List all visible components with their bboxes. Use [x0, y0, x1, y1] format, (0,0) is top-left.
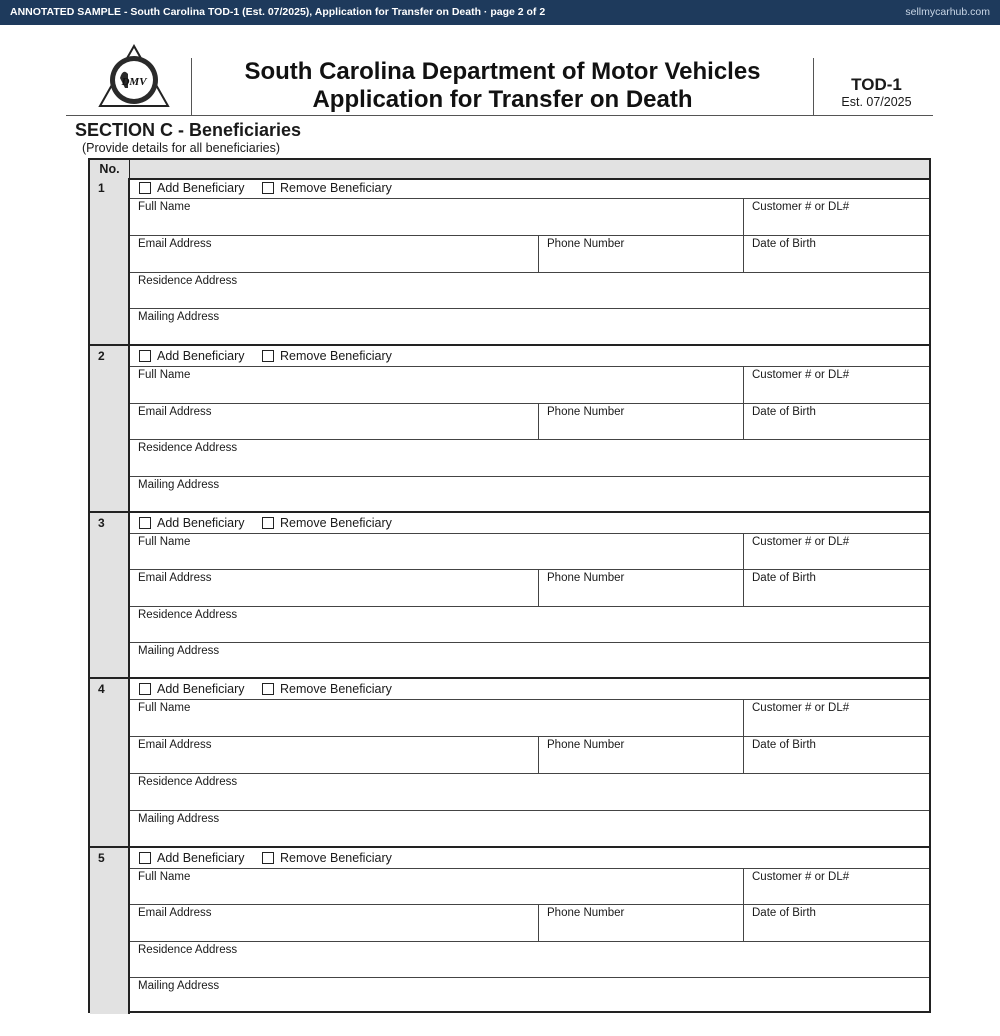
beneficiary-number: 2	[98, 349, 105, 363]
beneficiary-block	[90, 178, 929, 346]
beneficiary-number-cell	[90, 178, 130, 344]
email-label: Email Address	[138, 237, 212, 250]
full-name-field[interactable]	[130, 700, 743, 736]
dob-field[interactable]	[743, 570, 929, 605]
customer-dl-label: Customer # or DL#	[752, 369, 850, 381]
mailing-row	[130, 643, 929, 679]
customer-dl-field[interactable]	[743, 534, 929, 569]
remove-beneficiary-label: Remove Beneficiary	[280, 349, 392, 363]
dob-label: Date of Birth	[752, 237, 816, 250]
contact-row	[130, 737, 929, 774]
residence-address-label: Residence Address	[138, 776, 238, 788]
remove-beneficiary-label: Remove Beneficiary	[280, 682, 392, 696]
residence-row	[130, 942, 929, 978]
customer-dl-label: Customer # or DL#	[752, 702, 850, 714]
checkbox-box[interactable]	[262, 517, 274, 529]
add-beneficiary-label: Add Beneficiary	[157, 516, 245, 530]
mailing-address-label: Mailing Address	[138, 644, 220, 657]
dob-label: Date of Birth	[752, 739, 816, 751]
email-label: Email Address	[138, 739, 212, 751]
mailing-address-label: Mailing Address	[138, 478, 220, 491]
mailing-row	[130, 811, 929, 848]
remove-beneficiary-label: Remove Beneficiary	[280, 851, 392, 865]
checkbox-box[interactable]	[262, 182, 274, 194]
dob-field[interactable]	[743, 737, 929, 773]
mailing-address-label: Mailing Address	[138, 311, 220, 324]
add-beneficiary-label: Add Beneficiary	[157, 851, 245, 865]
email-field[interactable]	[130, 404, 538, 440]
residence-address-field[interactable]	[130, 440, 929, 476]
customer-dl-label: Customer # or DL#	[752, 871, 850, 883]
checkbox-box[interactable]	[139, 517, 151, 529]
header-divider	[813, 58, 814, 115]
mailing-row	[130, 309, 929, 346]
phone-label: Phone Number	[547, 907, 625, 920]
residence-row	[130, 273, 929, 310]
beneficiary-block	[90, 848, 929, 1014]
contact-row	[130, 404, 929, 441]
full-name-field[interactable]	[130, 534, 743, 569]
mailing-address-field[interactable]	[130, 477, 929, 514]
full-name-label: Full Name	[138, 201, 191, 213]
residence-address-field[interactable]	[130, 273, 929, 309]
email-label: Email Address	[138, 572, 212, 585]
checkbox-box[interactable]	[262, 683, 274, 695]
add-beneficiary-checkbox[interactable]	[139, 181, 245, 195]
contact-row	[130, 570, 929, 606]
phone-field[interactable]	[538, 905, 743, 940]
email-field[interactable]	[130, 236, 538, 272]
customer-dl-field[interactable]	[743, 367, 929, 403]
residence-address-label: Residence Address	[138, 274, 238, 287]
name-row	[130, 534, 929, 570]
full-name-field[interactable]	[130, 199, 743, 235]
section-subtitle: (Provide details for all beneficiaries)	[82, 141, 281, 155]
mailing-address-field[interactable]	[130, 643, 929, 679]
residence-address-field[interactable]	[130, 942, 929, 977]
beneficiary-block	[90, 346, 929, 513]
agency-title: South Carolina Department of Motor Vehicles	[244, 58, 761, 85]
section-title: SECTION C - Beneficiaries	[75, 120, 302, 140]
column-header-no: No.	[90, 160, 130, 178]
mailing-row	[130, 978, 929, 1014]
beneficiary-number-cell	[90, 848, 130, 1014]
action-row	[130, 848, 929, 869]
beneficiaries-table	[88, 158, 931, 1013]
logo-text: DMV	[121, 76, 147, 88]
residence-address-field[interactable]	[130, 607, 929, 642]
full-name-label: Full Name	[138, 871, 191, 883]
name-row	[130, 869, 929, 905]
residence-address-label: Residence Address	[138, 608, 238, 621]
full-name-field[interactable]	[130, 869, 743, 904]
remove-beneficiary-checkbox[interactable]	[262, 851, 392, 865]
phone-field[interactable]	[538, 404, 743, 440]
beneficiary-number: 4	[98, 682, 105, 696]
mailing-address-field[interactable]	[130, 811, 929, 848]
checkbox-box[interactable]	[139, 852, 151, 864]
remove-beneficiary-checkbox[interactable]	[262, 349, 392, 363]
full-name-label: Full Name	[138, 702, 191, 714]
mailing-row	[130, 477, 929, 514]
phone-field[interactable]	[538, 236, 743, 272]
residence-address-field[interactable]	[130, 774, 929, 810]
full-name-label: Full Name	[138, 369, 191, 381]
scdmv-logo	[98, 44, 170, 108]
dob-field[interactable]	[743, 404, 929, 440]
table-header	[90, 160, 929, 180]
dob-label: Date of Birth	[752, 572, 816, 585]
name-row	[130, 199, 929, 236]
email-label: Email Address	[138, 907, 212, 920]
checkbox-box[interactable]	[139, 182, 151, 194]
remove-beneficiary-checkbox[interactable]	[262, 682, 392, 696]
header-divider	[191, 58, 192, 115]
dob-label: Date of Birth	[752, 907, 816, 920]
phone-label: Phone Number	[547, 237, 625, 250]
form-est-date: Est. 07/2025	[841, 95, 912, 109]
beneficiary-number-cell	[90, 346, 130, 511]
name-row	[130, 367, 929, 404]
customer-dl-label: Customer # or DL#	[752, 536, 850, 548]
mailing-address-field[interactable]	[130, 309, 929, 346]
beneficiary-number: 5	[98, 851, 105, 865]
dob-label: Date of Birth	[752, 405, 816, 418]
banner-site: sellmycarhub.com	[905, 6, 990, 18]
action-row	[130, 679, 929, 700]
action-row	[130, 513, 929, 534]
annotation-banner	[0, 0, 1000, 25]
full-name-field[interactable]	[130, 367, 743, 403]
beneficiary-number: 1	[98, 181, 105, 195]
email-field[interactable]	[130, 737, 538, 773]
beneficiary-number-cell	[90, 679, 130, 846]
remove-beneficiary-checkbox[interactable]	[262, 516, 392, 530]
full-name-label: Full Name	[138, 536, 191, 548]
phone-label: Phone Number	[547, 405, 625, 418]
residence-row	[130, 607, 929, 643]
checkbox-box[interactable]	[262, 852, 274, 864]
contact-row	[130, 236, 929, 273]
beneficiary-block	[90, 679, 929, 848]
customer-dl-label: Customer # or DL#	[752, 201, 850, 213]
checkbox-box[interactable]	[139, 683, 151, 695]
email-field[interactable]	[130, 570, 538, 605]
banner-title: ANNOTATED SAMPLE - South Carolina TOD-1 (Est. 07/2025), Application for Transfer on Death · page 2 of 2	[10, 6, 546, 18]
residence-address-label: Residence Address	[138, 943, 238, 956]
header-rule	[66, 115, 933, 116]
email-field[interactable]	[130, 905, 538, 940]
add-beneficiary-label: Add Beneficiary	[157, 181, 245, 195]
beneficiary-number: 3	[98, 516, 105, 530]
email-label: Email Address	[138, 405, 212, 418]
beneficiary-block	[90, 513, 929, 679]
phone-field[interactable]	[538, 570, 743, 605]
phone-label: Phone Number	[547, 572, 625, 585]
dob-field[interactable]	[743, 905, 929, 940]
beneficiary-number-cell	[90, 513, 130, 677]
action-row	[130, 346, 929, 367]
mailing-address-label: Mailing Address	[138, 979, 220, 992]
add-beneficiary-checkbox[interactable]	[139, 682, 245, 696]
remove-beneficiary-label: Remove Beneficiary	[280, 181, 392, 195]
mailing-address-field[interactable]	[130, 978, 929, 1014]
form-title: Application for Transfer on Death	[312, 86, 693, 113]
customer-dl-field[interactable]	[743, 700, 929, 736]
residence-row	[130, 774, 929, 811]
mailing-address-label: Mailing Address	[138, 813, 220, 825]
residence-address-label: Residence Address	[138, 442, 238, 454]
residence-row	[130, 440, 929, 477]
customer-dl-field[interactable]	[743, 869, 929, 904]
action-row	[130, 178, 929, 199]
phone-label: Phone Number	[547, 739, 625, 751]
add-beneficiary-checkbox[interactable]	[139, 851, 245, 865]
remove-beneficiary-label: Remove Beneficiary	[280, 516, 392, 530]
add-beneficiary-checkbox[interactable]	[139, 349, 245, 363]
add-beneficiary-label: Add Beneficiary	[157, 349, 245, 363]
form-number: TOD-1	[851, 75, 902, 94]
phone-field[interactable]	[538, 737, 743, 773]
checkbox-box[interactable]	[139, 350, 151, 362]
dob-field[interactable]	[743, 236, 929, 272]
contact-row	[130, 905, 929, 941]
remove-beneficiary-checkbox[interactable]	[262, 181, 392, 195]
add-beneficiary-label: Add Beneficiary	[157, 682, 245, 696]
customer-dl-field[interactable]	[743, 199, 929, 235]
checkbox-box[interactable]	[262, 350, 274, 362]
name-row	[130, 700, 929, 737]
add-beneficiary-checkbox[interactable]	[139, 516, 245, 530]
